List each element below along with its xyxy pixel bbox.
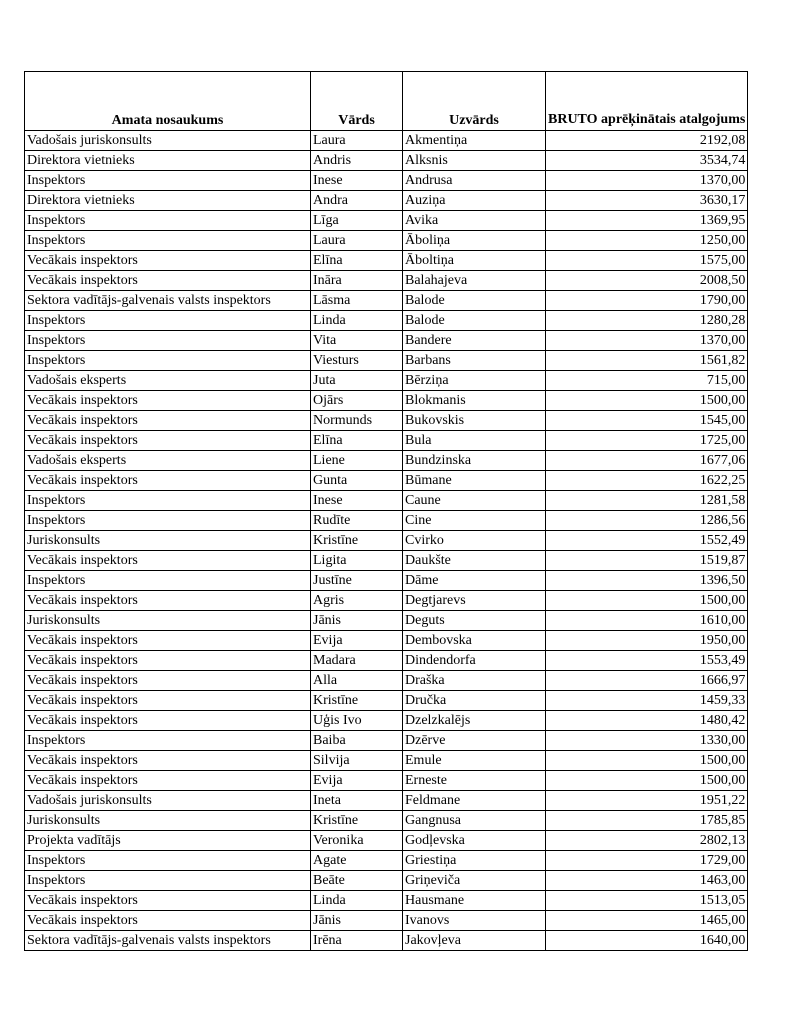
cell-gross-salary: 2192,08: [546, 131, 748, 151]
cell-position-title: Vecākais inspektors: [25, 711, 311, 731]
cell-gross-salary: 1610,00: [546, 611, 748, 631]
cell-first-name: Elīna: [311, 431, 403, 451]
cell-gross-salary: 1950,00: [546, 631, 748, 651]
cell-first-name: Evija: [311, 771, 403, 791]
cell-gross-salary: 1552,49: [546, 531, 748, 551]
cell-gross-salary: 1500,00: [546, 391, 748, 411]
table-row: [25, 171, 748, 191]
cell-first-name: Agris: [311, 591, 403, 611]
cell-last-name: Griestiņa: [403, 851, 546, 871]
cell-last-name: Bandere: [403, 331, 546, 351]
cell-position-title: Inspektors: [25, 731, 311, 751]
cell-last-name: Erneste: [403, 771, 546, 791]
table-row: [25, 871, 748, 891]
table-row: [25, 671, 748, 691]
cell-position-title: Vecākais inspektors: [25, 691, 311, 711]
cell-last-name: Alksnis: [403, 151, 546, 171]
cell-gross-salary: 1370,00: [546, 331, 748, 351]
cell-last-name: Bundzinska: [403, 451, 546, 471]
cell-position-title: Vecākais inspektors: [25, 631, 311, 651]
cell-gross-salary: 1500,00: [546, 591, 748, 611]
cell-last-name: Dzelzkalējs: [403, 711, 546, 731]
cell-position-title: Vecākais inspektors: [25, 671, 311, 691]
table-row: [25, 271, 748, 291]
header-row: [25, 72, 748, 131]
cell-first-name: Ineta: [311, 791, 403, 811]
cell-gross-salary: 1513,05: [546, 891, 748, 911]
cell-first-name: Linda: [311, 311, 403, 331]
header-first-name: Vārds: [311, 72, 403, 131]
cell-gross-salary: 2008,50: [546, 271, 748, 291]
table-body: [25, 131, 748, 951]
salary-table: [24, 71, 748, 951]
cell-gross-salary: 2802,13: [546, 831, 748, 851]
cell-first-name: Liene: [311, 451, 403, 471]
cell-position-title: Vadošais eksperts: [25, 451, 311, 471]
cell-first-name: Normunds: [311, 411, 403, 431]
cell-gross-salary: 1790,00: [546, 291, 748, 311]
cell-position-title: Vecākais inspektors: [25, 251, 311, 271]
cell-gross-salary: 1370,00: [546, 171, 748, 191]
cell-last-name: Akmentiņa: [403, 131, 546, 151]
cell-position-title: Vecākais inspektors: [25, 891, 311, 911]
cell-position-title: Vadošais juriskonsults: [25, 131, 311, 151]
header-position-title: Amata nosaukums: [25, 72, 311, 131]
cell-position-title: Vecākais inspektors: [25, 551, 311, 571]
table-row: [25, 491, 748, 511]
cell-first-name: Jānis: [311, 911, 403, 931]
cell-last-name: Andrusa: [403, 171, 546, 191]
cell-first-name: Uģis Ivo: [311, 711, 403, 731]
cell-position-title: Inspektors: [25, 571, 311, 591]
table-row: [25, 351, 748, 371]
cell-last-name: Dzērve: [403, 731, 546, 751]
cell-gross-salary: 1640,00: [546, 931, 748, 951]
cell-position-title: Inspektors: [25, 211, 311, 231]
cell-first-name: Beāte: [311, 871, 403, 891]
cell-position-title: Inspektors: [25, 491, 311, 511]
cell-gross-salary: 1500,00: [546, 771, 748, 791]
table-row: [25, 211, 748, 231]
cell-gross-salary: 1785,85: [546, 811, 748, 831]
cell-first-name: Justīne: [311, 571, 403, 591]
cell-last-name: Draška: [403, 671, 546, 691]
cell-position-title: Vecākais inspektors: [25, 471, 311, 491]
cell-gross-salary: 3534,74: [546, 151, 748, 171]
cell-first-name: Baiba: [311, 731, 403, 751]
cell-position-title: Vecākais inspektors: [25, 431, 311, 451]
cell-first-name: Andris: [311, 151, 403, 171]
cell-position-title: Juriskonsults: [25, 531, 311, 551]
cell-position-title: Direktora vietnieks: [25, 151, 311, 171]
cell-first-name: Agate: [311, 851, 403, 871]
cell-last-name: Jakovļeva: [403, 931, 546, 951]
cell-first-name: Lāsma: [311, 291, 403, 311]
cell-gross-salary: 1725,00: [546, 431, 748, 451]
cell-position-title: Vecākais inspektors: [25, 591, 311, 611]
table-row: [25, 891, 748, 911]
table-row: [25, 791, 748, 811]
cell-first-name: Juta: [311, 371, 403, 391]
cell-first-name: Andra: [311, 191, 403, 211]
cell-first-name: Silvija: [311, 751, 403, 771]
cell-position-title: Sektora vadītājs-galvenais valsts inspektors: [25, 931, 311, 951]
cell-last-name: Feldmane: [403, 791, 546, 811]
table-row: [25, 551, 748, 571]
cell-last-name: Barbans: [403, 351, 546, 371]
cell-last-name: Avika: [403, 211, 546, 231]
cell-gross-salary: 715,00: [546, 371, 748, 391]
table-row: [25, 851, 748, 871]
cell-first-name: Laura: [311, 131, 403, 151]
cell-first-name: Gunta: [311, 471, 403, 491]
cell-last-name: Balode: [403, 311, 546, 331]
table-row: [25, 311, 748, 331]
cell-position-title: Inspektors: [25, 311, 311, 331]
cell-gross-salary: 1575,00: [546, 251, 748, 271]
cell-position-title: Vadošais eksperts: [25, 371, 311, 391]
table-row: [25, 511, 748, 531]
table-row: [25, 151, 748, 171]
cell-last-name: Bula: [403, 431, 546, 451]
table-row: [25, 571, 748, 591]
cell-last-name: Cvirko: [403, 531, 546, 551]
cell-first-name: Ināra: [311, 271, 403, 291]
cell-position-title: Projekta vadītājs: [25, 831, 311, 851]
cell-first-name: Alla: [311, 671, 403, 691]
cell-position-title: Inspektors: [25, 351, 311, 371]
cell-gross-salary: 1951,22: [546, 791, 748, 811]
table-row: [25, 611, 748, 631]
table-row: [25, 811, 748, 831]
cell-first-name: Evija: [311, 631, 403, 651]
table-row: [25, 331, 748, 351]
cell-last-name: Blokmanis: [403, 391, 546, 411]
cell-position-title: Juriskonsults: [25, 611, 311, 631]
cell-last-name: Degtjarevs: [403, 591, 546, 611]
cell-first-name: Jānis: [311, 611, 403, 631]
cell-gross-salary: 1622,25: [546, 471, 748, 491]
cell-gross-salary: 1545,00: [546, 411, 748, 431]
cell-gross-salary: 1553,49: [546, 651, 748, 671]
cell-first-name: Ojārs: [311, 391, 403, 411]
table-row: [25, 771, 748, 791]
header-gross-salary: BRUTO aprēķinātais atalgojums: [546, 72, 748, 131]
table-row: [25, 431, 748, 451]
cell-gross-salary: 1459,33: [546, 691, 748, 711]
cell-gross-salary: 1330,00: [546, 731, 748, 751]
table-row: [25, 291, 748, 311]
cell-position-title: Inspektors: [25, 871, 311, 891]
cell-position-title: Direktora vietnieks: [25, 191, 311, 211]
cell-position-title: Juriskonsults: [25, 811, 311, 831]
table-row: [25, 451, 748, 471]
cell-gross-salary: 1677,06: [546, 451, 748, 471]
cell-last-name: Āboltiņa: [403, 251, 546, 271]
cell-first-name: Laura: [311, 231, 403, 251]
cell-first-name: Ligita: [311, 551, 403, 571]
cell-last-name: Emule: [403, 751, 546, 771]
table-row: [25, 391, 748, 411]
cell-last-name: Auziņa: [403, 191, 546, 211]
table-row: [25, 131, 748, 151]
cell-last-name: Balode: [403, 291, 546, 311]
cell-gross-salary: 3630,17: [546, 191, 748, 211]
cell-position-title: Inspektors: [25, 231, 311, 251]
cell-gross-salary: 1396,50: [546, 571, 748, 591]
table-row: [25, 531, 748, 551]
cell-first-name: Kristīne: [311, 691, 403, 711]
cell-position-title: Vecākais inspektors: [25, 271, 311, 291]
table-row: [25, 631, 748, 651]
cell-last-name: Bukovskis: [403, 411, 546, 431]
table-row: [25, 191, 748, 211]
cell-position-title: Inspektors: [25, 331, 311, 351]
cell-gross-salary: 1666,97: [546, 671, 748, 691]
cell-position-title: Vadošais juriskonsults: [25, 791, 311, 811]
table-row: [25, 691, 748, 711]
table-row: [25, 231, 748, 251]
cell-gross-salary: 1561,82: [546, 351, 748, 371]
table-row: [25, 411, 748, 431]
cell-gross-salary: 1519,87: [546, 551, 748, 571]
table-row: [25, 371, 748, 391]
cell-last-name: Cine: [403, 511, 546, 531]
cell-last-name: Godļevska: [403, 831, 546, 851]
cell-last-name: Bērziņa: [403, 371, 546, 391]
table-row: [25, 471, 748, 491]
cell-last-name: Dindendorfa: [403, 651, 546, 671]
cell-position-title: Vecākais inspektors: [25, 411, 311, 431]
cell-last-name: Dručka: [403, 691, 546, 711]
cell-gross-salary: 1480,42: [546, 711, 748, 731]
cell-gross-salary: 1280,28: [546, 311, 748, 331]
cell-position-title: Inspektors: [25, 511, 311, 531]
cell-last-name: Daukšte: [403, 551, 546, 571]
table-row: [25, 731, 748, 751]
cell-last-name: Gangnusa: [403, 811, 546, 831]
cell-position-title: Vecākais inspektors: [25, 911, 311, 931]
cell-first-name: Līga: [311, 211, 403, 231]
cell-last-name: Ivanovs: [403, 911, 546, 931]
table-row: [25, 751, 748, 771]
cell-first-name: Inese: [311, 171, 403, 191]
cell-last-name: Būmane: [403, 471, 546, 491]
cell-position-title: Vecākais inspektors: [25, 771, 311, 791]
cell-gross-salary: 1463,00: [546, 871, 748, 891]
cell-position-title: Sektora vadītājs-galvenais valsts inspektors: [25, 291, 311, 311]
cell-gross-salary: 1281,58: [546, 491, 748, 511]
cell-last-name: Caune: [403, 491, 546, 511]
cell-first-name: Irēna: [311, 931, 403, 951]
cell-first-name: Rudīte: [311, 511, 403, 531]
cell-last-name: Deguts: [403, 611, 546, 631]
table-row: [25, 711, 748, 731]
table-row: [25, 911, 748, 931]
cell-position-title: Vecākais inspektors: [25, 391, 311, 411]
cell-last-name: Hausmane: [403, 891, 546, 911]
cell-position-title: Vecākais inspektors: [25, 751, 311, 771]
cell-gross-salary: 1729,00: [546, 851, 748, 871]
cell-first-name: Vita: [311, 331, 403, 351]
header-last-name: Uzvārds: [403, 72, 546, 131]
cell-first-name: Inese: [311, 491, 403, 511]
cell-position-title: Inspektors: [25, 171, 311, 191]
table-row: [25, 831, 748, 851]
cell-first-name: Viesturs: [311, 351, 403, 371]
cell-last-name: Balahajeva: [403, 271, 546, 291]
cell-first-name: Elīna: [311, 251, 403, 271]
table-row: [25, 931, 748, 951]
table-row: [25, 251, 748, 271]
cell-gross-salary: 1369,95: [546, 211, 748, 231]
cell-position-title: Inspektors: [25, 851, 311, 871]
cell-first-name: Madara: [311, 651, 403, 671]
cell-first-name: Kristīne: [311, 811, 403, 831]
cell-gross-salary: 1250,00: [546, 231, 748, 251]
cell-first-name: Veronika: [311, 831, 403, 851]
cell-last-name: Āboliņa: [403, 231, 546, 251]
cell-last-name: Dāme: [403, 571, 546, 591]
cell-gross-salary: 1500,00: [546, 751, 748, 771]
cell-gross-salary: 1465,00: [546, 911, 748, 931]
table-row: [25, 651, 748, 671]
cell-position-title: Vecākais inspektors: [25, 651, 311, 671]
cell-first-name: Linda: [311, 891, 403, 911]
cell-gross-salary: 1286,56: [546, 511, 748, 531]
table-row: [25, 591, 748, 611]
cell-last-name: Griņeviča: [403, 871, 546, 891]
cell-last-name: Dembovska: [403, 631, 546, 651]
cell-first-name: Kristīne: [311, 531, 403, 551]
